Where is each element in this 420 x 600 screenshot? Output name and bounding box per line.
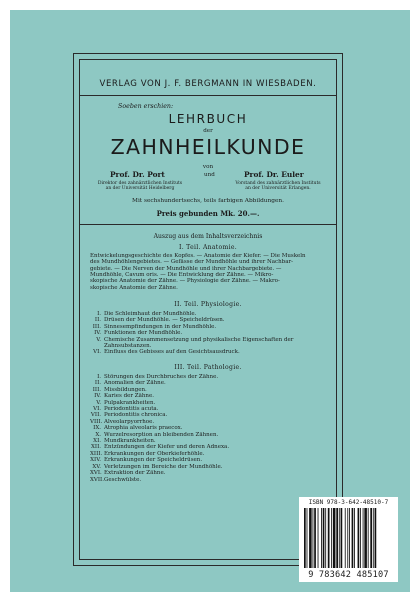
list-item: XV. Verletzungen im Bereiche der Mundhöhle. [92, 463, 223, 470]
title-zahnheilkunde: ZAHNHEILKUNDE [110, 135, 306, 159]
author-conjunction: und [204, 172, 215, 178]
affiliation-line: Vorstand des zahnärztlichen Instituts [235, 181, 321, 186]
affiliation-line: Direktor des zahnärztlichen Instituts [97, 181, 183, 186]
list-item: I. Die Schleimhaut der Mundhöhle. [97, 311, 197, 317]
text-line: skopische Anatomie der Zähne. — Physiologie der Zähne. — Makro- [90, 278, 280, 285]
part-1-text [90, 253, 328, 291]
list-item: III. Sinnesempfindungen in der Mundhöhle. [92, 323, 217, 330]
publisher-line: VERLAG VON J. F. BERGMANN IN WIESBADEN. [99, 79, 317, 89]
text-line: Entwickelungsgeschichte des Kopfes. — Anatomie der Kiefer. — Die Muskeln [90, 253, 306, 259]
part-1-heading: I. Teil. Anatomie. [179, 244, 237, 251]
list-item: VIII. Alveolarpyorrhoe. [90, 418, 155, 425]
list-item: VI. Periodontitis acuta. [93, 406, 159, 413]
list-item: VI. Einfluss des Gebisses auf den Gesichtsausdruck. [93, 349, 240, 356]
part-3-list [90, 374, 328, 483]
barcode-icon [303, 508, 394, 570]
divider-rule [79, 224, 337, 225]
affiliation-line: an der Universität Erlangen. [245, 186, 311, 191]
text-line: skopische Anatomie der Zähne. [90, 284, 178, 291]
list-item: VII. Periodontitis chronica. [90, 412, 168, 419]
list-item: XVI. Extraktion der Zähne. [90, 470, 166, 477]
list-item: XII. Entzündungen der Kiefer und deren Adnexa. [90, 444, 230, 451]
author-euler: Prof. Dr. Euler [244, 170, 304, 179]
list-item: II. Drüsen der Mundhöhle. — Speicheldrüsen. [94, 317, 225, 324]
text-line: gebiete. — Die Nerven der Mundhöhle und ihrer Nachbargebiete. — [90, 265, 282, 272]
list-item: IX. Atrophia alveolaris praecox. [93, 425, 183, 432]
contents-excerpt-heading: Auszug aus dem Inhaltsverzeichnis [153, 233, 263, 240]
part-3-heading: III. Teil. Pathologie. [174, 364, 242, 371]
part-2-list [90, 311, 328, 356]
list-item: XVII. Geschwülste. [90, 476, 142, 483]
list-item: XI. Mundkrankheiten. [93, 438, 156, 445]
list-item: XIV. Erkrankungen der Speicheldrüsen. [90, 457, 203, 464]
list-item: II. Anomalien der Zähne. [94, 380, 166, 387]
author-port-affiliation [90, 181, 190, 191]
title-der: der [203, 128, 213, 134]
text-line: des Mundhöhlengebietes. — Gefässe der Mundhöhle und ihrer Nachbar- [90, 259, 293, 266]
list-item: X. Wurzelresorption an bleibenden Zähnen. [95, 431, 219, 438]
list-item: IV. Funktionen der Mundhöhle. [94, 330, 183, 337]
divider-rule [79, 95, 337, 96]
list-item: Zahnsubstanzen. [104, 343, 152, 350]
title-von: von [202, 164, 214, 170]
list-item: V. Pulpakrankheiten. [96, 399, 156, 406]
text-line: Mundhöhle, Cavum oris. — Die Entwicklung der Zähne. — Mikro- [90, 272, 274, 279]
list-item: IV. Karies der Zähne. [94, 393, 154, 400]
isbn-barcode-panel [299, 497, 398, 582]
list-item: XIII. Erkrankungen der Oberkieferhöhle. [90, 450, 205, 457]
list-item: I. Störungen des Durchbruches der Zähne. [97, 374, 219, 380]
isbn-text: ISBN 978-3-642-48510-7 [308, 499, 389, 506]
price: Preis gebunden Mk. 20.—. [156, 209, 260, 218]
illustrations-note: Mit sechshundertsechs, teils farbigen Abbildungen. [132, 198, 284, 204]
list-item: III. Missbildungen. [92, 386, 147, 393]
announcement: Soeben erschien: [118, 103, 174, 110]
author-euler-affiliation [226, 181, 330, 191]
author-port: Prof. Dr. Port [110, 170, 165, 179]
list-item: V. Chemische Zusammensetzung und physikalische Eigenschaften der [96, 336, 294, 343]
affiliation-line: an der Universität Heidelberg [105, 186, 175, 191]
part-2-heading: II. Teil. Physiologie. [174, 301, 242, 308]
title-lehrbuch: LEHRBUCH [168, 112, 248, 126]
barcode-digits: 9 783642 485107 [308, 570, 389, 580]
